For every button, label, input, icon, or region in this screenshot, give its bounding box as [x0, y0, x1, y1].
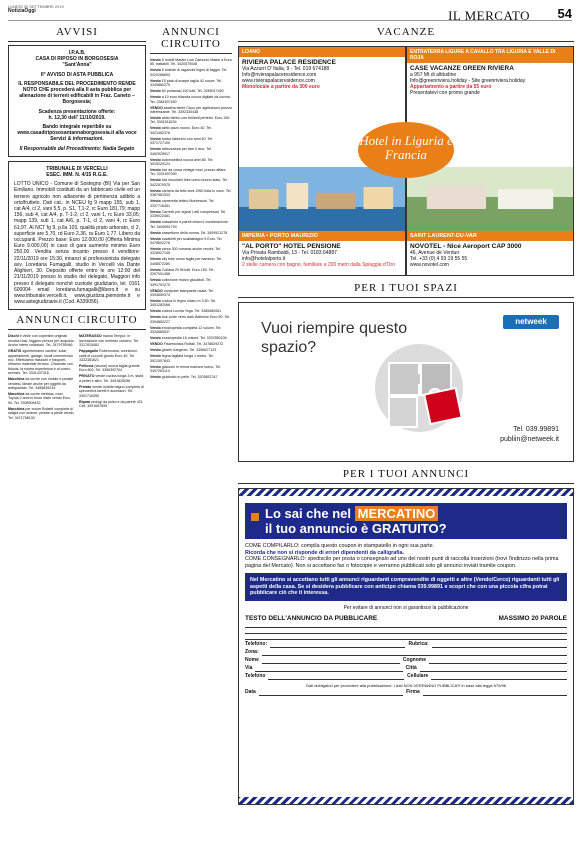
data-field[interactable] — [259, 690, 403, 696]
classified-keyword: GRATIS — [8, 349, 22, 354]
annunci-title: PER I TUOI ANNUNCI — [342, 468, 470, 480]
classified-text: 15 paia di scarpe taglia 42 nuove. Tel. 3349860279 — [150, 78, 223, 88]
classified-keyword: Vendo — [150, 95, 161, 100]
vac-right-web2: www.novotel.com — [410, 262, 449, 268]
classified-text: cerca 300 romanzi anche vecchi. Tel. 3328927145 — [150, 246, 221, 256]
classified-keyword: Vendo — [150, 188, 161, 193]
classified-text: camera da letto anni 1950 tutta in noce. Tel. 3387561533 — [150, 188, 232, 198]
classified-ad — [150, 116, 232, 125]
vac-right-photo — [407, 167, 573, 233]
ipab-l9: Il Responsabile del Procedimento: Nadia Segato — [19, 145, 135, 152]
name-row — [245, 656, 567, 664]
classified-keyword: Vendo — [150, 168, 161, 173]
vac-left-name: RIVIERA PALACE RESIDENCE — [242, 59, 336, 66]
classified-ad — [150, 210, 232, 219]
vac-left-name2: "AL PORTO" HOTEL PENSIONE — [242, 243, 341, 250]
bottom-stripes — [239, 797, 573, 804]
classified-ad — [150, 89, 232, 93]
classified-ad — [8, 334, 75, 347]
data-label: Data — [245, 688, 256, 695]
classified-ad — [150, 326, 232, 335]
classified-ad — [8, 407, 75, 420]
classified-ad — [150, 147, 232, 156]
classified-ad — [8, 349, 75, 375]
classified-text: Carrello per legna! Letti compensati. Tel. 3339022481 — [150, 209, 227, 219]
tel-field[interactable] — [268, 674, 404, 680]
classified-ad — [150, 365, 232, 374]
spazi-contact — [500, 425, 559, 445]
ipab-l1: I.P.A.B. — [68, 50, 86, 56]
classified-ad — [150, 278, 232, 287]
vac-right-note3: Presentatevi con promo grande — [410, 90, 480, 96]
annunci-a-rule — [8, 329, 146, 330]
classified-ad — [150, 79, 232, 88]
spazi-phone: Tel. 039.99891 — [513, 426, 559, 433]
classified-keyword: Vendo — [150, 178, 161, 183]
classified-text: abatina bimbi Cicco per agriturismo prezzo interessante. Tel. 3392330438 — [150, 105, 232, 115]
annunci-note: Per evitare di annunci non si garantisce la pubblicazione — [343, 604, 469, 611]
tribunale-l2: ESEC. IMM. N. 4/15 R.G.E. — [46, 172, 108, 179]
firma-label: Firma — [406, 688, 420, 695]
classified-ad — [79, 334, 146, 347]
classified-ad — [150, 178, 232, 187]
vac-right-email: Info@greenriviera.holiday - Site greenriviera.holiday — [410, 78, 526, 84]
ipab-l5: IL RESPONSABILE DEL PROCEDIMENTO RENDE NOTO CHE procederà alla II asta pubblica per alienazione di terreni edificabili in Fraz. Caneto – Borgosesia; — [18, 80, 136, 106]
classified-ad — [150, 336, 232, 340]
classified-ad — [150, 189, 232, 198]
vac-left-email: Info@rivierapalaceresidence.com — [242, 72, 317, 78]
classified-keyword: Macchina — [8, 391, 25, 396]
column-annunci-circuito — [150, 26, 232, 381]
classified-text: 5 mobili Master Low Carbonio Mattei a Euro 80, trattabili. Tel. 3420570046 — [150, 58, 232, 67]
classified-text: automobilina nuova anni 80. Tel. 3919229124 — [150, 157, 214, 167]
vac-left-note2: 2 stelle camera con bagno, familiare a 200 metri dalla Spiaggia d'Oro — [242, 262, 395, 268]
vacanze-rule — [238, 41, 574, 42]
classified-keyword: PRIVATO — [79, 374, 95, 379]
classified-text: cavalletti per scaldabagno 5 Euro. Tel. 3478802278 — [150, 236, 223, 245]
classified-text: a 10 euro bilancia nuova digitale da cucina. Tel. 3381637450 — [150, 95, 231, 104]
deliver-text: COME CONSEGNARLO: spediscilo per posta o consegnalo ad uno dei nostri punti di raccolta inserzioni (trovi l'indirizzo nella prima pagina del Mercato). Non si accettano fax o fotocopie e verranno pubblicati solo gli annunci inviati tramite coupon. — [245, 556, 559, 569]
vacanze-ads — [238, 46, 574, 276]
classified-keyword: Vendo — [150, 298, 161, 303]
classified-ad — [150, 375, 232, 379]
classified-ad — [8, 392, 75, 405]
classified-text: giacconi in renna marrone uomo. Tel. 3497263114 — [150, 364, 221, 373]
classified-text: due porte vetro dark Ballerine Euro 50. Tel. 3394850227 — [150, 315, 231, 324]
annunci-b-title: ANNUNCI CIRCUITO — [161, 26, 221, 50]
citta-label: Città — [405, 664, 417, 671]
rubrica-label: Rubrica: — [408, 640, 429, 647]
classified-text: cassaforte a pareti chiavi e combinazione. Tel. 3408951793 — [150, 220, 229, 229]
classified-keyword: Vendo — [150, 136, 161, 141]
classified-ad — [79, 364, 146, 373]
classified-ad — [150, 309, 232, 313]
classified-keyword: Vendo — [150, 336, 161, 341]
ipab-l6: Scadenza presentazione offerte: — [38, 108, 116, 115]
classified-ad — [150, 220, 232, 229]
classified-ad — [150, 342, 232, 346]
cognome-field[interactable] — [429, 658, 567, 664]
classified-text: enciclopedia 16 volumi. Tel. 3337850106 — [161, 336, 227, 341]
classified-keyword: VENDO — [150, 105, 163, 110]
classified-keyword: Vendo — [150, 278, 161, 283]
via-field[interactable] — [255, 666, 402, 672]
classified-keyword: Vendo — [150, 116, 161, 121]
classified-text: abito bimbo con brillanti perfetto. Euro 150. Tel. 3391516234 — [150, 116, 231, 125]
sign-row — [245, 688, 567, 696]
vac-left-address: Via Azzurri D' Italia, 9 - Tel. 019 674188 — [242, 66, 330, 72]
top-stripes — [239, 489, 573, 496]
vac-right-band: ENTRATERRA LIGURE A CAVALLO TRA LIGURIA E VALLE DI ROJA — [407, 47, 573, 63]
ipab-l7: h. 12,30 dell' 11/10/2019. — [48, 114, 106, 121]
classified-keyword: Vendo — [150, 157, 161, 162]
vac-left-web: www.rivierapalaceresidence.com — [242, 78, 315, 84]
column-right — [238, 26, 574, 805]
classified-keyword: Privato — [79, 384, 92, 389]
phone-label: Telefono: — [245, 640, 268, 647]
classified-ad — [150, 257, 232, 266]
classified-keyword: Vendo — [150, 325, 161, 330]
annunci-coupon — [238, 488, 574, 805]
citta-field[interactable] — [420, 666, 567, 672]
classified-ad — [79, 374, 146, 383]
classified-keyword: Pappagallo — [79, 349, 99, 354]
date-line: LUNEDÌ 30 SETTEMBRE 2019 — [8, 4, 64, 9]
classified-keyword: Vendo — [150, 236, 161, 241]
classified-keyword: Pelliccia — [79, 363, 94, 368]
annunci-headline — [245, 503, 567, 539]
classified-ad — [150, 354, 232, 363]
classified-keyword: Vendo — [150, 315, 161, 320]
brand-name: NotiziaOggi — [8, 8, 36, 14]
classified-ad — [150, 158, 232, 167]
classified-ad — [150, 348, 232, 352]
cell-label: Cellulare — [407, 672, 429, 679]
column-avvisi — [8, 26, 146, 420]
classified-keyword: VENDO — [150, 342, 163, 347]
classified-keyword: Ripara — [79, 399, 91, 404]
classified-keyword: Vendo — [150, 267, 161, 272]
classified-text: cucina Lucina Yoga. Tel. 3385460061 — [161, 309, 222, 314]
ipab-l4: II° AVVISO DI ASTA PUBBLICA — [40, 71, 114, 78]
netweek-logo: netweek — [503, 315, 559, 329]
spazi-email: publiin@netweek.it — [500, 436, 559, 443]
classified-ad — [150, 231, 232, 235]
address-row — [245, 664, 567, 672]
vac-left-email2: info@hotelalporto.it — [242, 256, 286, 262]
annunci-b-rule — [150, 53, 232, 54]
classified-text: giubbotto in pelle. Tel. 3203657247 — [161, 374, 218, 379]
classified-text: marca Tempur, in lavorazione con morbido cuscino. Tel. 3317815482 — [79, 334, 139, 348]
classified-text: gioielli d'argento. Tel. 3396627123 — [161, 348, 217, 353]
form-title: TESTO DELL'ANNUNCIO DA PUBBLICARE — [245, 614, 378, 622]
tel-label: Telefono — [245, 672, 266, 679]
via-label: Via — [245, 664, 253, 671]
vac-left-photo — [239, 167, 405, 233]
classified-ad — [150, 237, 232, 246]
classified-keyword: Vendo — [150, 147, 161, 152]
classified-keyword: Vendo — [150, 209, 161, 214]
nome-field[interactable] — [262, 658, 400, 664]
classified-text: vende cucina lunga 3 m, stufa a pellet e altro. Tel. 3491825056 — [79, 374, 144, 383]
classified-keyword: Vendo — [150, 68, 161, 73]
classified-keyword: Vendo — [150, 257, 161, 262]
vac-right-band2: SAINT LAURENT-DU-VAR — [407, 231, 573, 241]
form-limit: MASSIMO 20 PAROLE — [498, 614, 567, 622]
classified-text: collezione marzo giocattoli. Tel. 3391701270 — [150, 278, 212, 287]
classified-text: 5 scatole di ragazzini legno di faggio. Tel. 3420268693 — [150, 68, 228, 77]
classified-ad — [150, 68, 232, 77]
annunci-a-title: ANNUNCI CIRCUITO — [16, 314, 138, 327]
classified-ad — [79, 400, 146, 409]
zone-label: Zona: — [245, 648, 259, 655]
classified-text: computer stampante usata. Tel. 3394659374 — [150, 288, 214, 297]
classified-text: vende mobile bagno completo di specchiera faretti e accessori. Tel. 3391716390 — [79, 384, 144, 398]
classified-text: bici mountain bike uomo buono stato. Tel. 3422570575 — [150, 178, 228, 187]
annunci-a-list — [8, 334, 146, 420]
rubrica-field[interactable] — [432, 642, 567, 648]
contact-row — [245, 672, 567, 680]
tribunale-l1: TRIBUNALE DI VERCELLI — [46, 165, 108, 172]
classified-text: Fisarmonica Rutfak. Tel. 3478629272 — [163, 342, 224, 347]
classified-ad — [150, 137, 232, 146]
classified-text: sgomberiamo cantine, solai, appartamenti, garage, locali commerciali ecc. Effettuiamo traslochi e trasporti, ritiriamo materiale ferroso. Chiamate con fiducia, la nostra esperienza è al vostro servizio. Tel. 3331447316 — [8, 349, 73, 376]
avvisi-title: AVVISI — [56, 26, 98, 38]
classified-text: abito pizzo nuovo. Euro 40. Tel. 3421462376 — [150, 126, 212, 135]
spazi-ad — [238, 302, 574, 462]
cognome-label: Cognome — [402, 656, 426, 663]
classified-ad — [150, 199, 232, 208]
classified-ad — [150, 168, 232, 177]
classified-text: enciclopedia completa 12 volumi. Tel. 3334665537 — [150, 325, 222, 335]
classified-text: per cucire Bobetti completa di valigia con motore, pedale a piede vendo. Tel. 3471798130 — [8, 406, 75, 420]
cell-field[interactable] — [431, 674, 567, 680]
tribunale-body: LOTTO UNICO - Comune di Sostegno (BI) Via per San Emiliano. Immobili costituiti da un fabbricato civile ed un terreno agricolo non adiacente di pertinenza adibito a orto/frutteto. Dati cat.: in NCEU fg 9 mapp 155, sub 1, cat A/4, cl 2, vani 5,5, p. S1, T,1-2, rc Euro 181,79; mapp 156, sub 4, cat A/4, p. T-1-2, cl 2, vani 1, rc Euro 33,05; mapp 139, sub 1, cat A/6, p. T-1, cl 2, vani 4, rc Euro 61,97. Al NCT fg 9, p.lla 103, qualità prato arborato, cl 2, superficie are 5,70, rd Euro 2,36, ra Euro 1,77. Libero da occupanti. Prezzo base: Euro 12.000,00 (Offerta Minima Euro 9.000,00) in caso di gara aumento minimo Euro 250,00. Vendita senza incanto presso il venditore: 22/11/2019 ore 15:30, innanzi al professionista delegato avv. Loredana Fumagalli, studio in Vercelli via Dante Alighieri, 30. Deposito offerte entro le ore 12:00 del 21/11/2019 presso lo studio del delegato. Maggiori info presso il delegato nonché custode giudiziario, tel. 0161 600004 email loredana.fumagalli@libero.it e su www.tribunale.vercelli.it, www.giustizia.piemonte.it e www.astegiudiziarie.it (Cod. A339056). — [14, 181, 140, 306]
classified-ad — [79, 349, 146, 362]
vac-left-address2: Via Privata Rambaldi, 13 - Tel. 0183.64887 — [242, 250, 337, 256]
ipab-notice — [8, 45, 146, 157]
ipab-l8: Bando integrale reperibile su www.casadiripososantannaborgosesia.it alla voce Servizi & informazioni. — [17, 124, 137, 143]
classified-text: Roberovana, connilsoni, caldi di cuccioli giunto Euro 40. Tel. 3332381621 — [79, 349, 138, 362]
classified-ad — [150, 289, 232, 298]
phone-field[interactable] — [270, 642, 405, 648]
classified-ad — [150, 315, 232, 324]
classified-keyword: Dischi — [8, 334, 19, 339]
privacy-notice: Dati obbligatori per procedere alla pubblicazione. I dati NON VERRANNO PUBBLICATI in base alla legge 675/96 — [305, 682, 507, 688]
classified-keyword: Vendo — [150, 126, 161, 131]
classified-keyword: Vendo — [150, 309, 161, 314]
headline-post: il tuo annuncio è GRATUITO? — [265, 521, 447, 536]
classified-keyword: Vendo — [150, 348, 161, 353]
phone-rubrica-row — [245, 640, 567, 648]
puzzle-illustration — [349, 333, 489, 443]
ipab-l3: "Sant'Anna" — [62, 62, 92, 69]
annunci-blue-box: Nel Mercatino si accettano tutti gli annunci riguardanti compravendite di oggetti e altre (Vendo/Cerco) riguardanti tutti gli aspetti della casa. Se si desidera pubblicare con anticipo chiama 039.99891 e scopri che con una piccola cifra potrai pubblicare ciò che ti interessa. — [245, 573, 567, 600]
vac-right-name: CASE VACANZE GREEN RIVIERA — [410, 65, 514, 72]
classified-ad — [150, 247, 232, 256]
annunci-rule — [238, 483, 574, 484]
classified-text: orologi da polso e da parete 421 Cell. 3391687690 — [79, 399, 143, 408]
headline-dot — [251, 513, 259, 521]
annunci-instructions — [245, 543, 567, 569]
vac-right-phone2: Tel. +33 (0) 4 93 19 55 55 — [410, 256, 468, 262]
headline-pre: Lo sai che nel — [265, 506, 351, 521]
vac-right-address2: 46, Avenue de Verdun — [410, 250, 460, 256]
classified-text: cassettone della nonna. Tel. 3409521278 — [161, 230, 228, 235]
vacanze-title: VACANZE — [376, 26, 436, 38]
classified-keyword: Vendo — [150, 58, 161, 62]
classified-keyword: Vendo — [150, 199, 161, 204]
vac-right-note: a 957 Mt di altitudine — [410, 72, 457, 78]
classified-ad — [150, 268, 232, 277]
classified-keyword: Vendo — [150, 89, 161, 94]
spazi-rule — [238, 297, 574, 298]
classified-ad — [150, 126, 232, 135]
classified-keyword: VENDO — [150, 288, 163, 293]
zone-row — [245, 648, 567, 656]
spazi-title: PER I TUOI SPAZI — [354, 282, 458, 294]
vac-left-band2: IMPERIA • PORTO MAURIZIO — [239, 231, 405, 241]
classified-keyword: Vendo — [150, 220, 161, 225]
vac-left-note: Monolocale a partire da 300 euro — [242, 84, 320, 90]
classified-keyword: Vendo — [150, 354, 161, 359]
vac-right-name2: NOVOTEL - Nice Aeroport CAP 3000 — [410, 243, 522, 250]
vac-left-band: LOANO — [239, 47, 405, 57]
classified-text: da cucire con mobile e pedale vendesi, ideale anche per oggetti da antiquariato. Tel. 3485839234 — [8, 377, 74, 390]
section-title: IL MERCATO — [448, 8, 530, 23]
classified-text: cucina in legno chiaro m 3,50. Tel. 3451282068 — [150, 298, 217, 308]
headline-tag: MERCATINO — [355, 506, 439, 521]
warn-text: Ricorda che non si risponde di errori dipendenti da calligrafia. — [245, 549, 405, 556]
vac-right-note2: Appartamento a partire da 55 euro — [410, 84, 492, 90]
form-title-row — [245, 615, 567, 622]
classified-keyword: Vendo — [150, 246, 161, 251]
classified-keyword: Vendo — [150, 364, 161, 369]
page-number: 54 — [557, 6, 572, 21]
nome-label: Nome — [245, 656, 259, 663]
classified-text: (visone) nuova taglia grande Euro 600. Tel. 3396392704 — [79, 363, 140, 373]
classified-keyword: Macchina — [8, 377, 25, 382]
classified-ad — [150, 95, 232, 104]
ipab-l2: CASA DI RIPOSO IN BORGOSESIA — [35, 56, 119, 63]
header-left — [8, 4, 64, 14]
classified-text: e vinile con copertine originali musica rock- leggero prezzo per acquisto. Anche intere collezioni. Tel. 3479755946 — [8, 334, 75, 348]
classified-text: city bike uomo taglia per bamboo. Tel. 3408572280 — [150, 257, 223, 266]
classified-text: legna tagliata lunga 1 metro. Tel. 3921507843 — [150, 354, 214, 363]
spazi-headline: Vuoi riempire questo spazio? — [261, 320, 408, 356]
classified-text: Collana 20 fili tutti. Euro 150. Tel. 3207001458 — [150, 267, 215, 277]
classified-keyword: Vendo — [150, 374, 161, 379]
classified-ad — [150, 299, 232, 308]
firma-field[interactable] — [423, 690, 567, 696]
how-text: COME COMPILARLO: compila questo coupon in stampatello in ogni sua parte. — [245, 543, 435, 549]
avvisi-rule — [8, 41, 146, 42]
classified-text: 60 portavasi 100 tutti. Tel. 3289017450 — [161, 89, 224, 94]
classified-ad — [79, 385, 146, 398]
classified-ad — [150, 58, 232, 67]
classified-text: antico fabbricio con anni 40. Tel. 3371727100 — [150, 136, 214, 146]
classified-keyword: Vendo — [150, 78, 161, 83]
classified-ad — [8, 377, 75, 390]
tribunale-notice — [8, 161, 146, 310]
annunci-b-list — [150, 58, 232, 379]
classified-text: cameretta lettino Montessori. Tel. 3337716451 — [150, 199, 215, 208]
vacanze-badge: Hotel in Liguria e Francia — [358, 122, 454, 178]
classified-keyword: Vendo — [150, 230, 161, 235]
classified-text: attrezzatura per fare il vino. Tel. 3492025917 — [150, 147, 212, 156]
classified-keyword: MATERASSO — [79, 334, 102, 339]
classified-text: da cucire elettrica, mod. Toyota 2 anni in buon stato vendo Euro 50. Tel. 3398905432 — [8, 391, 71, 405]
classified-ad — [150, 106, 232, 115]
classified-text: bici da corsa vintage mod. prezzo affare. Tel. 3331597090 — [150, 168, 227, 177]
classified-keyword: Macchina — [8, 406, 25, 411]
